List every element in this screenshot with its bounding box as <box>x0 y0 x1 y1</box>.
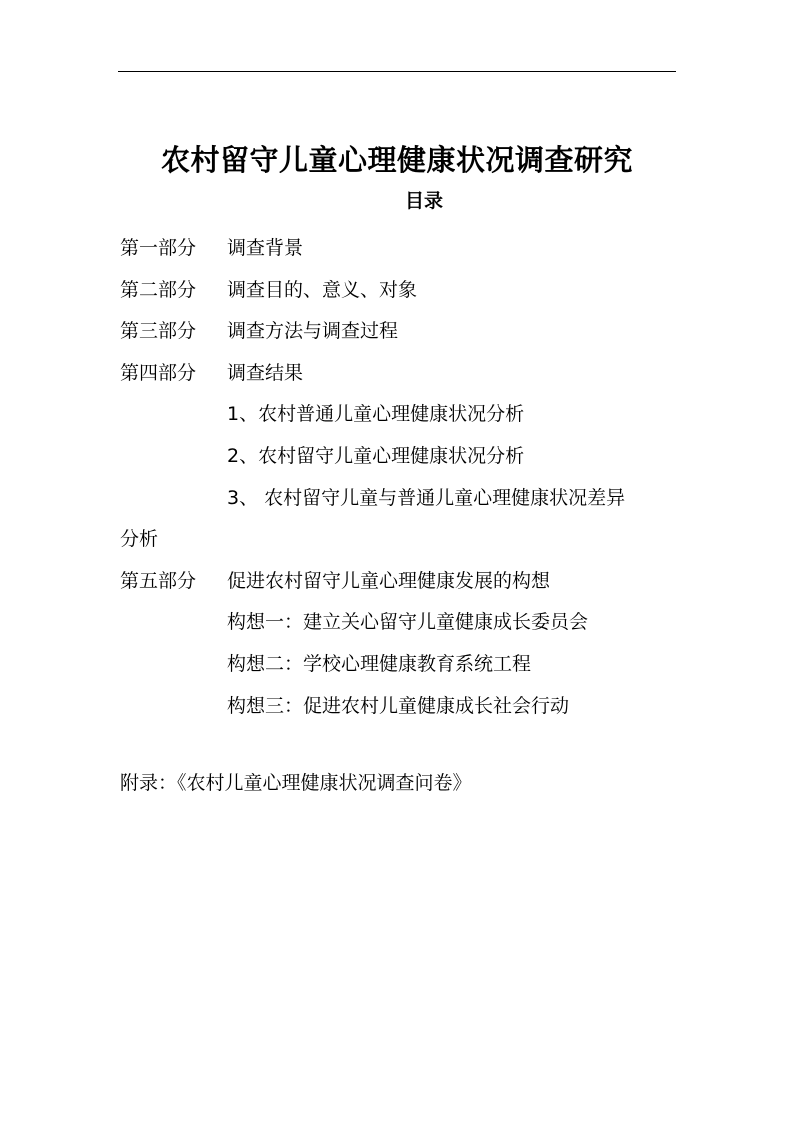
toc-part-4[interactable] <box>120 353 680 395</box>
part-label: 第一部分 <box>120 237 197 259</box>
toc-part-5-item-1[interactable] <box>120 602 680 644</box>
toc-part-4-item-3[interactable] <box>120 478 680 520</box>
sub-item-title: 2、农村留守儿童心理健康状况分析 <box>227 444 525 467</box>
part-title: 调查背景 <box>227 237 304 259</box>
sub-item-title: 构想二：学校心理健康教育系统工程 <box>227 652 532 675</box>
sub-item-title: 1、农村普通儿童心理健康状况分析 <box>227 403 525 426</box>
toc-part-2[interactable] <box>120 270 680 312</box>
header-rule <box>118 71 676 72</box>
toc-heading: 目录 <box>404 190 443 212</box>
sub-item-title-continued: 分析 <box>120 528 159 551</box>
part-title: 促进农村留守儿童心理健康发展的构想 <box>227 569 551 592</box>
sub-item-title: 3、 农村留守儿童与普通儿童心理健康状况差异 <box>227 486 626 509</box>
toc-part-1[interactable] <box>120 228 680 270</box>
table-of-contents <box>120 228 680 727</box>
part-title: 调查结果 <box>227 361 304 384</box>
part-label: 第三部分 <box>120 320 197 343</box>
sub-item-title: 构想一：建立关心留守儿童健康成长委员会 <box>227 611 589 634</box>
part-label: 第二部分 <box>120 278 197 301</box>
part-label: 第四部分 <box>120 361 197 384</box>
toc-part-4-item-1[interactable] <box>120 394 680 436</box>
toc-part-5[interactable] <box>120 561 680 603</box>
toc-part-4-item-2[interactable] <box>120 436 680 478</box>
part-title: 调查方法与调查过程 <box>227 320 399 343</box>
toc-part-5-item-2[interactable] <box>120 644 680 686</box>
part-title: 调查目的、意义、对象 <box>227 278 418 301</box>
toc-part-4-item-3-continued[interactable] <box>120 519 680 561</box>
toc-part-3[interactable] <box>120 311 680 353</box>
document-title: 农村留守儿童心理健康状况调查研究 <box>160 143 633 177</box>
sub-item-title: 构想三：促进农村儿童健康成长社会行动 <box>227 694 570 717</box>
part-label: 第五部分 <box>120 569 197 592</box>
appendix-entry[interactable]: 附录：《农村儿童心理健康状况调查问卷》 <box>120 772 472 794</box>
toc-part-5-item-3[interactable] <box>120 686 680 728</box>
